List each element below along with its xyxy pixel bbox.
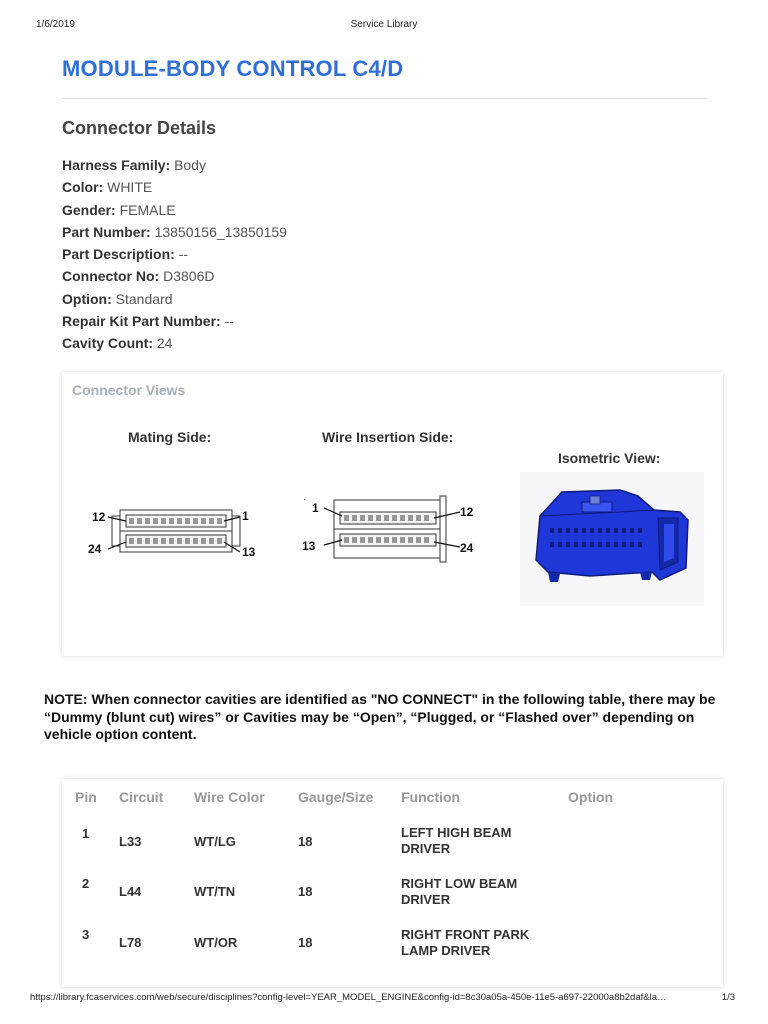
cell-circuit: L33 bbox=[119, 834, 142, 849]
mating-side-label: Mating Side: bbox=[128, 429, 212, 445]
detail-label: Cavity Count: bbox=[62, 335, 153, 352]
mating-side-diagram bbox=[82, 490, 262, 570]
detail-row-connector-no bbox=[62, 265, 287, 287]
section-title: Connector Details bbox=[62, 118, 217, 138]
cell-function: RIGHT FRONT PARK LAMP DRIVER bbox=[401, 927, 530, 958]
detail-row-option bbox=[62, 288, 287, 310]
detail-label: Option: bbox=[62, 290, 112, 307]
cell-pin: 2 bbox=[82, 876, 90, 891]
cell-circuit: L44 bbox=[119, 884, 142, 899]
detail-value: FEMALE bbox=[119, 201, 176, 218]
detail-row-part-number bbox=[62, 221, 287, 243]
isometric-view-image bbox=[520, 472, 704, 606]
header-option: Option bbox=[568, 789, 614, 805]
page-number: 1/3 bbox=[721, 992, 735, 1003]
header-circuit: Circuit bbox=[119, 789, 164, 805]
detail-label: Gender: bbox=[62, 201, 116, 218]
insertion-pin-1-label: 1 bbox=[312, 501, 319, 515]
cell-gauge: 18 bbox=[298, 935, 313, 950]
cell-pin: 1 bbox=[82, 826, 90, 841]
isometric-view-label: Isometric View: bbox=[558, 450, 661, 466]
print-site-title: Service Library bbox=[350, 19, 418, 30]
cell-wire-color: WT/TN bbox=[194, 884, 236, 899]
mating-pin-1-label: 1 bbox=[242, 509, 249, 523]
cell-function: LEFT HIGH BEAM DRIVER bbox=[401, 825, 512, 856]
connector-views-card bbox=[62, 372, 723, 656]
detail-value: WHITE bbox=[107, 179, 153, 196]
mating-pin-12-label: 12 bbox=[92, 510, 106, 524]
detail-value: Standard bbox=[115, 290, 173, 307]
print-date: 1/6/2019 bbox=[36, 19, 75, 30]
detail-label: Part Number: bbox=[62, 223, 151, 240]
wire-insertion-side-diagram bbox=[300, 490, 490, 570]
print-header bbox=[0, 19, 768, 31]
title-divider bbox=[62, 98, 707, 99]
insertion-pin-13-label: 13 bbox=[302, 539, 316, 553]
detail-value: 13850156_13850159 bbox=[154, 223, 287, 240]
stray-dot: · bbox=[303, 494, 307, 505]
detail-label: Connector No: bbox=[62, 268, 160, 285]
detail-value: 24 bbox=[156, 335, 173, 352]
cell-function: RIGHT LOW BEAM DRIVER bbox=[401, 876, 518, 907]
detail-value: Body bbox=[174, 157, 206, 173]
detail-row-part-description bbox=[62, 243, 287, 265]
cell-wire-color: WT/LG bbox=[194, 834, 236, 849]
detail-value: -- bbox=[178, 246, 189, 263]
detail-label: Part Description: bbox=[62, 246, 175, 263]
header-wire-color: Wire Color bbox=[194, 789, 265, 805]
cell-gauge: 18 bbox=[298, 834, 313, 849]
connector-details bbox=[62, 154, 287, 355]
detail-label: Repair Kit Part Number: bbox=[62, 313, 221, 330]
print-url[interactable]: https://library.fcaservices.com/web/secure/disciplines?config-level=YEAR_MODEL_ENGINE&config-id=8c30a05a-450e-11e5-a697-22000a8b2daf&la… bbox=[30, 992, 667, 1003]
header-pin: Pin bbox=[75, 789, 97, 805]
detail-row-cavity-count bbox=[62, 332, 287, 354]
cell-pin: 3 bbox=[82, 927, 90, 942]
detail-value: -- bbox=[224, 313, 234, 330]
detail-row-gender bbox=[62, 199, 287, 221]
connector-views-heading: Connector Views bbox=[72, 382, 186, 398]
print-footer bbox=[0, 992, 768, 1004]
cell-circuit: L78 bbox=[119, 935, 142, 950]
wire-insertion-side-label: Wire Insertion Side: bbox=[322, 429, 454, 445]
detail-label: Harness Family: bbox=[62, 157, 171, 173]
mating-pin-24-label: 24 bbox=[88, 542, 102, 556]
pinout-table bbox=[62, 779, 723, 987]
mating-pin-13-label: 13 bbox=[242, 545, 256, 559]
detail-label: Color: bbox=[62, 179, 104, 196]
cell-wire-color: WT/OR bbox=[194, 935, 238, 950]
header-function: Function bbox=[401, 789, 461, 805]
detail-row-repair-kit bbox=[62, 310, 287, 332]
detail-row-harness-family bbox=[62, 154, 287, 176]
detail-value: D3806D bbox=[163, 268, 215, 285]
no-connect-note: NOTE: When connector cavities are identified as "NO CONNECT" in the following table, there may be “Dummy (blunt cut) wires” or Cavities may be “Open”, “Plugged, or “Flashed over” depending on vehicle option content. bbox=[44, 691, 716, 742]
page-title: MODULE-BODY CONTROL C4/D bbox=[62, 56, 404, 81]
header-gauge-size: Gauge/Size bbox=[298, 789, 374, 805]
cell-gauge: 18 bbox=[298, 884, 313, 899]
insertion-pin-24-label: 24 bbox=[460, 541, 474, 555]
detail-row-color bbox=[62, 176, 287, 198]
insertion-pin-12-label: 12 bbox=[460, 505, 474, 519]
